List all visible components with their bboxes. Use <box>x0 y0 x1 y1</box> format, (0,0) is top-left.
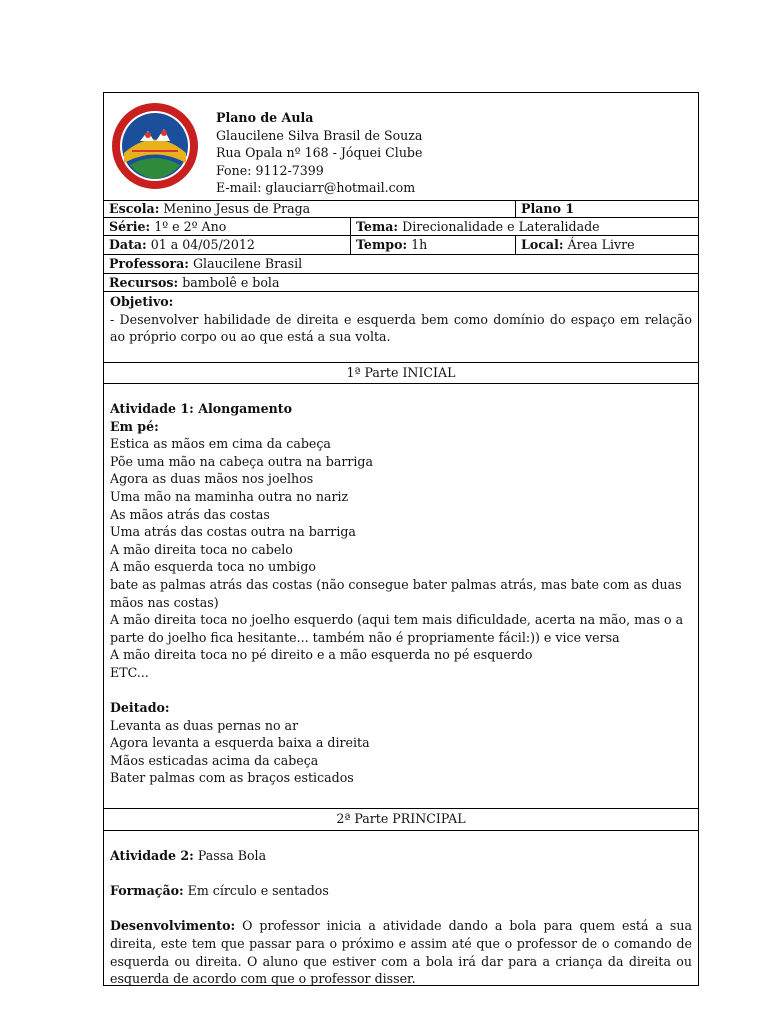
escola-label: Escola: <box>109 201 160 216</box>
list-item: Agora as duas mãos nos joelhos <box>110 471 314 487</box>
em-pe-list <box>110 435 692 681</box>
lesson-plan-document <box>103 92 699 986</box>
author-email: E-mail: glauciarr@hotmail.com <box>216 180 416 195</box>
part1-content <box>110 400 692 787</box>
tempo-cell <box>350 236 515 254</box>
local-value: Área Livre <box>567 237 635 252</box>
list-item: A mão esquerda toca no umbigo <box>110 559 316 575</box>
row-professora <box>104 255 698 274</box>
part2-title: 2ª Parte PRINCIPAL <box>104 809 698 831</box>
plano-cell <box>515 200 698 217</box>
author-name: Glaucilene Silva Brasil de Souza <box>216 127 423 143</box>
escola-cell <box>104 200 515 217</box>
part1-section <box>104 384 698 809</box>
professora-cell <box>104 255 698 273</box>
author-address: Rua Opala nº 168 - Jóquei Clube <box>216 145 423 160</box>
row-data <box>104 236 698 255</box>
plan-title: Plano de Aula <box>216 110 314 125</box>
list-item: As mãos atrás das costas <box>110 506 270 522</box>
data-label: Data: <box>109 237 147 252</box>
deitado-label: Deitado: <box>110 700 170 716</box>
list-item: Uma mão na maminha outra no nariz <box>110 488 349 504</box>
recursos-value: bambolê e bola <box>182 275 280 290</box>
desenvolvimento-label: Desenvolvimento: <box>110 918 236 934</box>
recursos-cell <box>104 274 698 291</box>
objetivo-text: - Desenvolver habilidade de direita e esquerda bem como domínio do espaço em relação ao próprio corpo ou ao que está a sua volta. <box>110 311 692 345</box>
recursos-label: Recursos: <box>109 275 179 290</box>
list-item: ETC... <box>110 664 149 680</box>
tempo-value: 1h <box>411 237 428 252</box>
tempo-label: Tempo: <box>356 237 408 252</box>
list-item: Levanta as duas pernas no ar <box>110 717 299 733</box>
list-item: Agora levanta a esquerda baixa a direita <box>110 735 370 751</box>
list-item: A mão direita toca no joelho esquerdo (aqui tem mais dificuldade, acerta na mão, mas o a parte do joelho fica hesitante... também não é propriamente fácil:)) e vice versa <box>110 612 684 645</box>
part2-section <box>104 831 698 985</box>
serie-value: 1º e 2º Ano <box>154 219 227 234</box>
row-recursos <box>104 274 698 292</box>
escola-value: Menino Jesus de Praga <box>163 201 311 216</box>
data-value: 01 a 04/05/2012 <box>150 237 255 252</box>
activity2-value: Passa Bola <box>197 848 267 863</box>
professora-label: Professora: <box>109 256 189 271</box>
formacao-label: Formação: <box>110 883 184 899</box>
tema-value: Direcionalidade e Lateralidade <box>402 219 600 234</box>
list-item: A mão direita toca no pé direito e a mão esquerda no pé esquerdo <box>110 647 533 663</box>
row-serie <box>104 218 698 236</box>
school-seal-logo-icon <box>110 101 200 191</box>
em-pe-label: Em pé: <box>110 418 159 434</box>
part2-content <box>110 847 692 988</box>
tema-cell <box>350 218 698 235</box>
header-contact-block <box>216 109 422 197</box>
activity2-label: Atividade 2: <box>110 848 194 863</box>
professora-value: Glaucilene Brasil <box>192 256 303 271</box>
objetivo-label: Objetivo: <box>110 294 174 309</box>
document-header <box>104 93 698 201</box>
data-cell <box>104 236 350 254</box>
local-cell <box>515 236 698 254</box>
author-phone: Fone: 9112-7399 <box>216 162 324 178</box>
list-item: Uma atrás das costas outra na barriga <box>110 524 356 540</box>
list-item: A mão direita toca no cabelo <box>110 541 293 557</box>
list-item: Mãos esticadas acima da cabeça <box>110 752 319 768</box>
list-item: Estica as mãos em cima da cabeça <box>110 436 331 452</box>
list-item: Põe uma mão na cabeça outra na barriga <box>110 453 373 469</box>
list-item: bate as palmas atrás das costas (não consegue bater palmas atrás, mas bate com as duas mãos nas costas) <box>110 576 682 610</box>
serie-cell <box>104 218 350 235</box>
objetivo-block <box>110 293 692 346</box>
row-objetivo <box>104 292 698 363</box>
formacao-value: Em círculo e sentados <box>187 883 329 899</box>
plano-value: Plano 1 <box>521 201 575 216</box>
desenvolvimento-text: O professor inicia a atividade dando a bola para quem está a sua direita, este tem que passar para o próximo e assim até que o professor de o comando de esquerda ou direita. O aluno que estiver com a bola irá dar para a criança da direita ou esquerda de acordo com que o professor disser. <box>110 918 692 987</box>
activity1-title: Atividade 1: Alongamento <box>110 401 293 416</box>
local-label: Local: <box>521 237 564 252</box>
serie-label: Série: <box>109 219 151 234</box>
list-item: Bater palmas com as braços esticados <box>110 770 354 786</box>
part1-title: 1ª Parte INICIAL <box>104 363 698 384</box>
row-escola <box>104 200 698 218</box>
deitado-list <box>110 717 692 787</box>
tema-label: Tema: <box>356 219 399 234</box>
